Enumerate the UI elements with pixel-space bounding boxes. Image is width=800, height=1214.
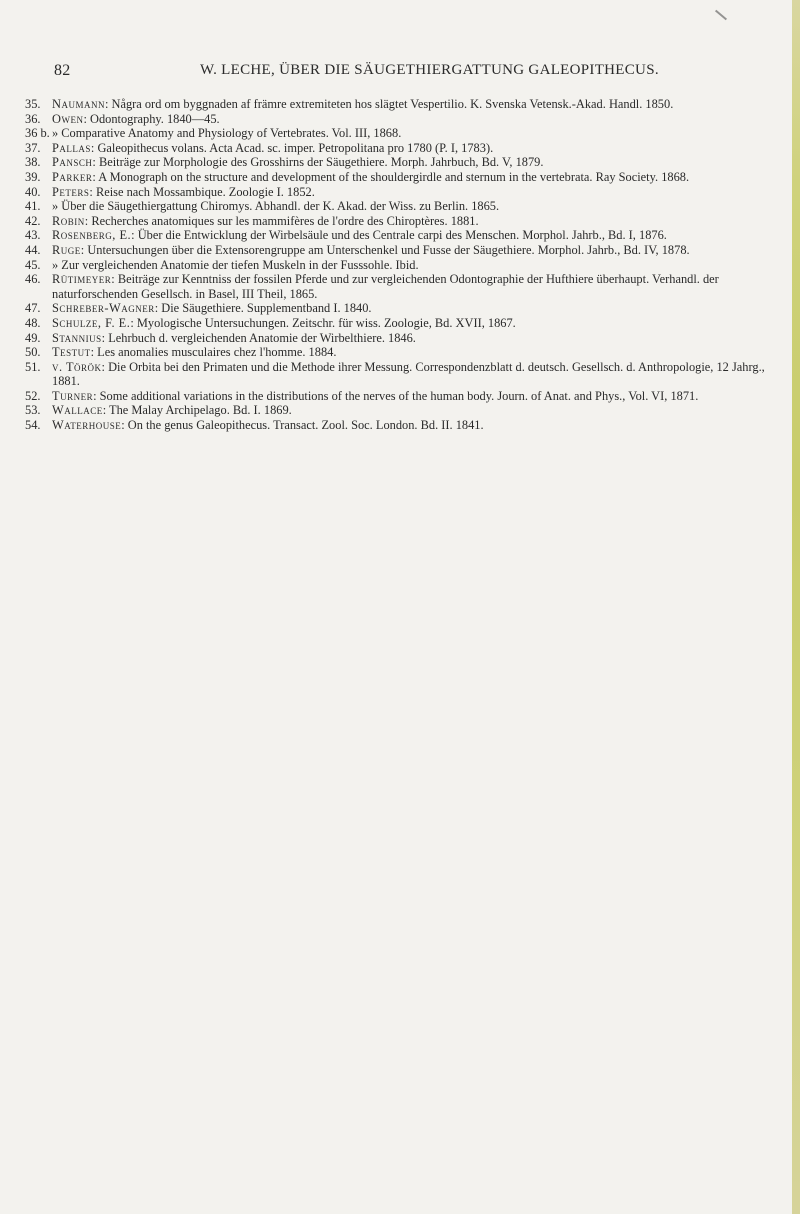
- reference-number: 37.: [25, 140, 41, 155]
- reference-item: [25, 214, 770, 229]
- reference-item: [25, 316, 770, 331]
- reference-author: Ruge: [52, 242, 81, 257]
- reference-list: [25, 97, 770, 433]
- reference-number: 52.: [25, 388, 41, 403]
- reference-number: 43.: [25, 228, 41, 243]
- reference-body: A Monograph on the structure and development of the shouldergirdle and sternum in the vertebrata. Ray Society. 1868.: [98, 169, 690, 184]
- reference-text: Pallas: Galeopithecus volans. Acta Acad. sc. imper. Petropolitana pro 1780 (P. I, 1783).: [52, 140, 494, 155]
- reference-item: [25, 126, 770, 141]
- reference-item: [25, 331, 770, 346]
- reference-body: Über die Entwicklung der Wirbelsäule und des Centrale carpi des Menschen. Morphol. Jahrb., Bd. I, 1876.: [137, 228, 667, 243]
- reference-text: Parker: A Monograph on the structure and development of the shouldergirdle and sternum in the vertebrata. Ray Society. 1868.: [52, 169, 690, 184]
- reference-text: Wallace: The Malay Archipelago. Bd. I. 1869.: [52, 403, 292, 418]
- reference-text: Owen: Odontography. 1840—45.: [52, 111, 220, 126]
- reference-author: Naumann: [52, 97, 105, 111]
- reference-author: Waterhouse: [52, 418, 122, 433]
- reference-author: Schulze, F. E.: [52, 315, 131, 330]
- reference-body: Some additional variations in the distributions of the nerves of the human body. Journ. of Anat. and Phys., Vol. VI, 1871.: [99, 388, 699, 403]
- reference-text: Testut: Les anomalies musculaires chez l'homme. 1884.: [52, 345, 337, 360]
- reference-number: 44.: [25, 242, 41, 257]
- reference-text: [52, 126, 770, 141]
- reference-author: Turner: [52, 388, 94, 403]
- reference-number: 45.: [25, 257, 41, 272]
- reference-body: Odontography. 1840—45.: [90, 111, 220, 126]
- reference-body: » Comparative Anatomy and Physiology of Vertebrates. Vol. III, 1868.: [52, 126, 402, 141]
- reference-number: 41.: [25, 199, 41, 214]
- reference-number: 36 b.: [25, 126, 50, 141]
- reference-item: [25, 345, 770, 360]
- reference-item: [25, 389, 770, 404]
- scan-mark: [715, 10, 727, 21]
- reference-body: Lehrbuch d. vergleichenden Anatomie der Wirbelthiere. 1846.: [108, 330, 416, 345]
- reference-author: Rütimeyer: [52, 272, 112, 287]
- reference-body: Recherches anatomiques sur les mammifères de l'ordre des Chiroptères. 1881.: [91, 213, 479, 228]
- reference-text: Schreber-Wagner: Die Säugethiere. Supplementband I. 1840.: [52, 301, 372, 316]
- reference-number: 35.: [25, 97, 41, 111]
- reference-item: [25, 272, 770, 301]
- reference-author: Testut: [52, 345, 91, 360]
- reference-number: 46.: [25, 272, 41, 287]
- page-edge: [792, 0, 800, 1214]
- reference-item: [25, 112, 770, 127]
- reference-item: [25, 97, 770, 112]
- reference-text: Peters: Reise nach Mossambique. Zoologie I. 1852.: [52, 184, 315, 199]
- page-number: 82: [54, 62, 71, 79]
- reference-body: Beiträge zur Morphologie des Grosshirns der Säugethiere. Morph. Jahrbuch, Bd. V, 1879.: [98, 155, 544, 170]
- reference-body: Myologische Untersuchungen. Zeitschr. für wiss. Zoologie, Bd. XVII, 1867.: [136, 315, 516, 330]
- page-header: [54, 62, 754, 82]
- reference-text: Stannius: Lehrbuch d. vergleichenden Anatomie der Wirbelthiere. 1846.: [52, 330, 416, 345]
- reference-item: [25, 170, 770, 185]
- reference-text: Ruge: Untersuchungen über die Extensorengruppe am Unterschenkel und Fusse der Säugethiere. Morphol. Jahrb., Bd. IV, 1878.: [52, 242, 690, 257]
- running-title: W. LECHE, ÜBER DIE SÄUGETHIERGATTUNG GALEOPITHECUS.: [200, 62, 659, 78]
- reference-text: Rütimeyer: Beiträge zur Kenntniss der fossilen Pferde und zur vergleichenden Odontographie der Hufthiere überhaupt. Verhandl. der naturforschenden Gesellsch. in Basel, III Theil, 1865.: [52, 272, 719, 301]
- reference-number: 40.: [25, 184, 41, 199]
- reference-author: Peters: [52, 184, 90, 199]
- reference-body: Les anomalies musculaires chez l'homme. 1884.: [97, 345, 337, 360]
- reference-text: Waterhouse: On the genus Galeopithecus. Transact. Zool. Soc. London. Bd. II. 1841.: [52, 418, 484, 433]
- reference-item: [25, 185, 770, 200]
- reference-item: [25, 258, 770, 273]
- reference-item: [25, 141, 770, 156]
- reference-number: 38.: [25, 155, 41, 170]
- reference-body: On the genus Galeopithecus. Transact. Zool. Soc. London. Bd. II. 1841.: [127, 418, 484, 433]
- reference-author: Pallas: [52, 140, 91, 155]
- reference-text: Turner: Some additional variations in the distributions of the nerves of the human body. Journ. of Anat. and Phys., Vol. VI, 1871.: [52, 388, 699, 403]
- reference-author: Pansch: [52, 155, 93, 170]
- reference-text: Pansch: Beiträge zur Morphologie des Grosshirns der Säugethiere. Morph. Jahrbuch, Bd. V, 1879.: [52, 155, 544, 170]
- reference-author: Rosenberg, E.: [52, 228, 132, 243]
- reference-item: [25, 243, 770, 258]
- reference-number: 54.: [25, 418, 41, 433]
- reference-body: Beiträge zur Kenntniss der fossilen Pferde und zur vergleichenden Odontographie der Hufthiere überhaupt. Verhandl. der naturforschenden Gesellsch. in Basel, III Theil, 1865.: [52, 272, 719, 301]
- reference-number: 51.: [25, 359, 41, 374]
- reference-item: [25, 403, 770, 418]
- reference-text: v. Török: Die Orbita bei den Primaten und die Methode ihrer Messung. Correspondenzblatt d. deutsch. Gesellsch. d. Anthropologie, 12 Jahrg., 1881.: [52, 359, 765, 389]
- reference-text: [52, 258, 770, 273]
- reference-number: 48.: [25, 315, 41, 330]
- reference-item: [25, 228, 770, 243]
- reference-text: Schulze, F. E.: Myologische Untersuchungen. Zeitschr. für wiss. Zoologie, Bd. XVII, 1867.: [52, 315, 516, 330]
- reference-author: Owen: [52, 111, 84, 126]
- reference-number: 50.: [25, 345, 41, 360]
- reference-body: Reise nach Mossambique. Zoologie I. 1852.: [95, 184, 315, 199]
- reference-body: The Malay Archipelago. Bd. I. 1869.: [109, 403, 292, 418]
- reference-item: [25, 199, 770, 214]
- reference-number: 47.: [25, 301, 41, 316]
- reference-author: Wallace: [52, 403, 103, 418]
- reference-author: v. Török: [52, 359, 102, 374]
- reference-body: Några ord om byggnaden af främre extremiteten hos slägtet Vespertilio. K. Svenska Vetensk.-Akad. Handl. 1850.: [111, 97, 674, 111]
- reference-author: Stannius: [52, 330, 102, 345]
- reference-text: [52, 199, 770, 214]
- reference-text: Robin: Recherches anatomiques sur les mammifères de l'ordre des Chiroptères. 1881.: [52, 213, 479, 228]
- reference-body: Galeopithecus volans. Acta Acad. sc. imper. Petropolitana pro 1780 (P. I, 1783).: [97, 140, 494, 155]
- reference-text: Rosenberg, E.: Über die Entwicklung der Wirbelsäule und des Centrale carpi des Menschen. Morphol. Jahrb., Bd. I, 1876.: [52, 228, 667, 243]
- reference-body: » Über die Säugethiergattung Chiromys. Abhandl. der K. Akad. der Wiss. zu Berlin. 1865.: [52, 199, 500, 214]
- reference-author: Parker: [52, 169, 93, 184]
- reference-item: [25, 155, 770, 170]
- reference-body: Die Orbita bei den Primaten und die Methode ihrer Messung. Correspondenzblatt d. deutsch. Gesellsch. d. Anthropologie, 12 Jahrg., 1881.: [52, 359, 765, 389]
- reference-text: Naumann: Några ord om byggnaden af främre extremiteten hos slägtet Vespertilio. K. Svenska Vetensk.-Akad. Handl. 1850.: [52, 97, 674, 111]
- reference-number: 42.: [25, 213, 41, 228]
- reference-author: Robin: [52, 213, 85, 228]
- reference-number: 49.: [25, 330, 41, 345]
- reference-number: 36.: [25, 111, 41, 126]
- reference-item: [25, 360, 770, 389]
- reference-author: Schreber-Wagner: [52, 301, 155, 316]
- reference-item: [25, 418, 770, 433]
- reference-number: 39.: [25, 169, 41, 184]
- reference-number: 53.: [25, 403, 41, 418]
- reference-item: [25, 301, 770, 316]
- reference-body: » Zur vergleichenden Anatomie der tiefen Muskeln in der Fusssohle. Ibid.: [52, 257, 419, 272]
- reference-body: Untersuchungen über die Extensorengruppe am Unterschenkel und Fusse der Säugethiere. Morphol. Jahrb., Bd. IV, 1878.: [87, 242, 690, 257]
- reference-body: Die Säugethiere. Supplementband I. 1840.: [161, 301, 372, 316]
